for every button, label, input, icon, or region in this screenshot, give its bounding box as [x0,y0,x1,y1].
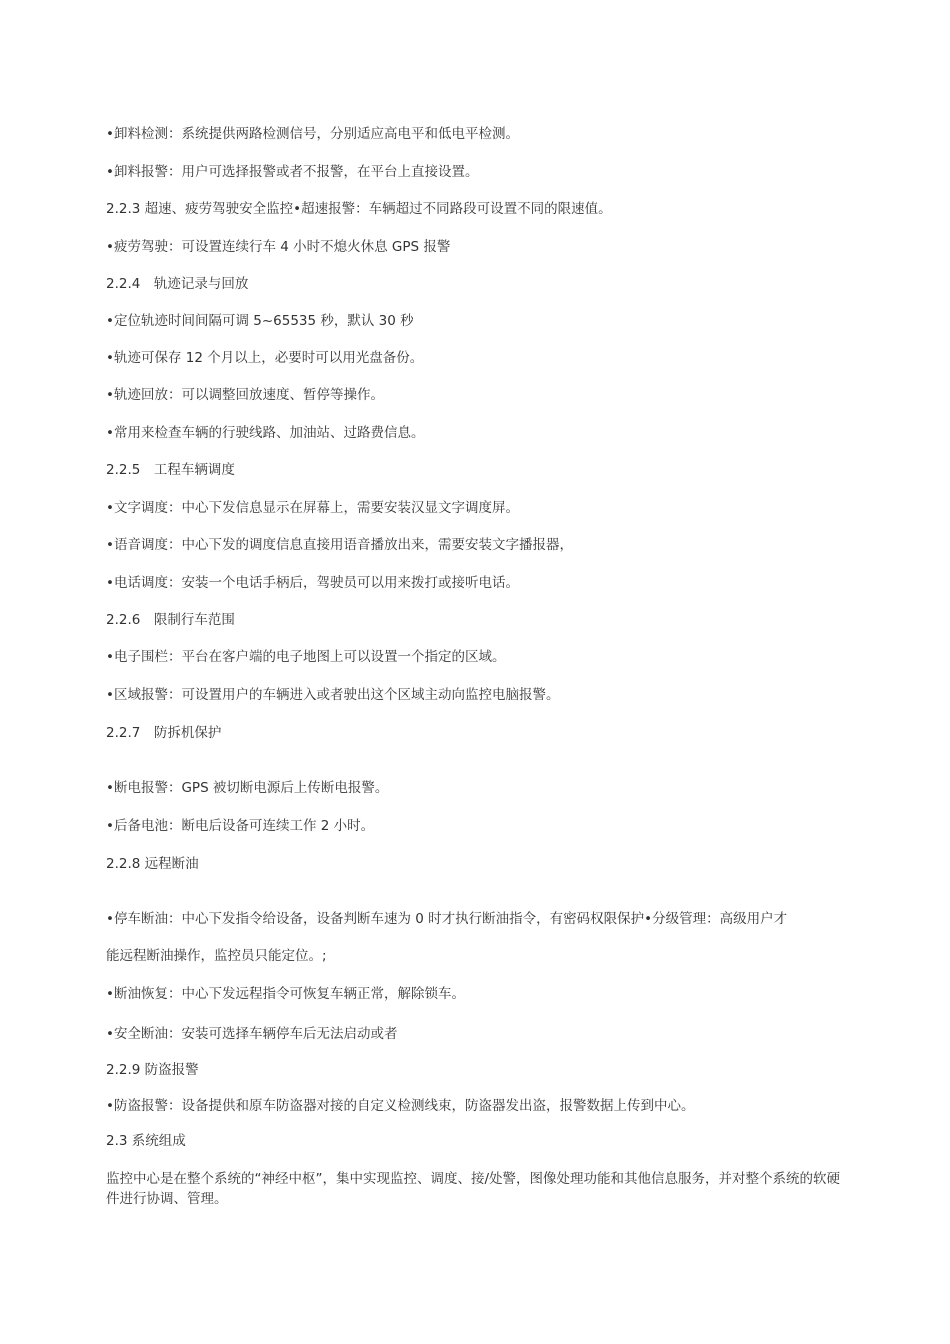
section-heading: 2.3 系统组成 [106,1133,186,1149]
text-line: •电子围栏：平台在客户端的电子地图上可以设置一个指定的区域。 [106,649,506,665]
text-line: •区域报警：可设置用户的车辆进入或者驶出这个区域主动向监控电脑报警。 [106,687,560,703]
text-line: •语音调度：中心下发的调度信息直接用语音播放出来，需要安装文字播报器， [106,537,573,553]
closing-paragraph: 监控中心是在整个系统的“神经中枢”，集中实现监控、调度、接/处警，图像处理功能和其他信息服务，并对整个系统的软硬件进行协调、管理。 [106,1171,841,1207]
section-heading: 2.2.5 工程车辆调度 [106,462,235,478]
text-line: •后备电池：断电后设备可连续工作 2 小时。 [106,818,375,834]
section-heading: 2.2.3 超速、疲劳驾驶安全监控•超速报警：车辆超过不同路段可设置不同的限速值。 [106,201,612,217]
text-line: •卸料报警：用户可选择报警或者不报警，在平台上直接设置。 [106,164,479,180]
section-heading: 2.2.6 限制行车范围 [106,612,235,628]
text-line: •电话调度：安装一个电话手柄后，驾驶员可以用来拨打或接听电话。 [106,575,519,591]
text-line: •停车断油：中心下发指令给设备，设备判断车速为 0 时才执行断油指令，有密码权限保护•分级管理：高级用户才 [106,911,788,927]
text-line: •断油恢复：中心下发远程指令可恢复车辆正常，解除锁车。 [106,986,465,1002]
text-line: •卸料检测：系统提供两路检测信号，分别适应高电平和低电平检测。 [106,126,519,142]
text-line: •防盗报警：设备提供和原车防盗器对接的自定义检测线束，防盗器发出盗，报警数据上传到中心。 [106,1098,695,1114]
text-line: •断电报警：GPS 被切断电源后上传断电报警。 [106,780,389,796]
section-heading: 2.2.8 远程断油 [106,856,199,872]
text-line: •轨迹回放：可以调整回放速度、暂停等操作。 [106,387,384,403]
text-line: 能远程断油操作，监控员只能定位。; [106,948,327,964]
section-heading: 2.2.9 防盗报警 [106,1062,199,1078]
text-line: •安全断油：安装可选择车辆停车后无法启动或者 [106,1026,398,1042]
text-line: •文字调度：中心下发信息显示在屏幕上，需要安装汉显文字调度屏。 [106,500,519,516]
section-heading: 2.2.4 轨迹记录与回放 [106,276,249,292]
text-line: •常用来检查车辆的行驶线路、加油站、过路费信息。 [106,425,425,441]
text-line: •轨迹可保存 12 个月以上，必要时可以用光盘备份。 [106,350,424,366]
text-line: •疲劳驾驶：可设置连续行车 4 小时不熄火休息 GPS 报警 [106,239,451,255]
text-line: •定位轨迹时间间隔可调 5~65535 秒，默认 30 秒 [106,313,414,329]
section-heading: 2.2.7 防拆机保护 [106,725,222,741]
